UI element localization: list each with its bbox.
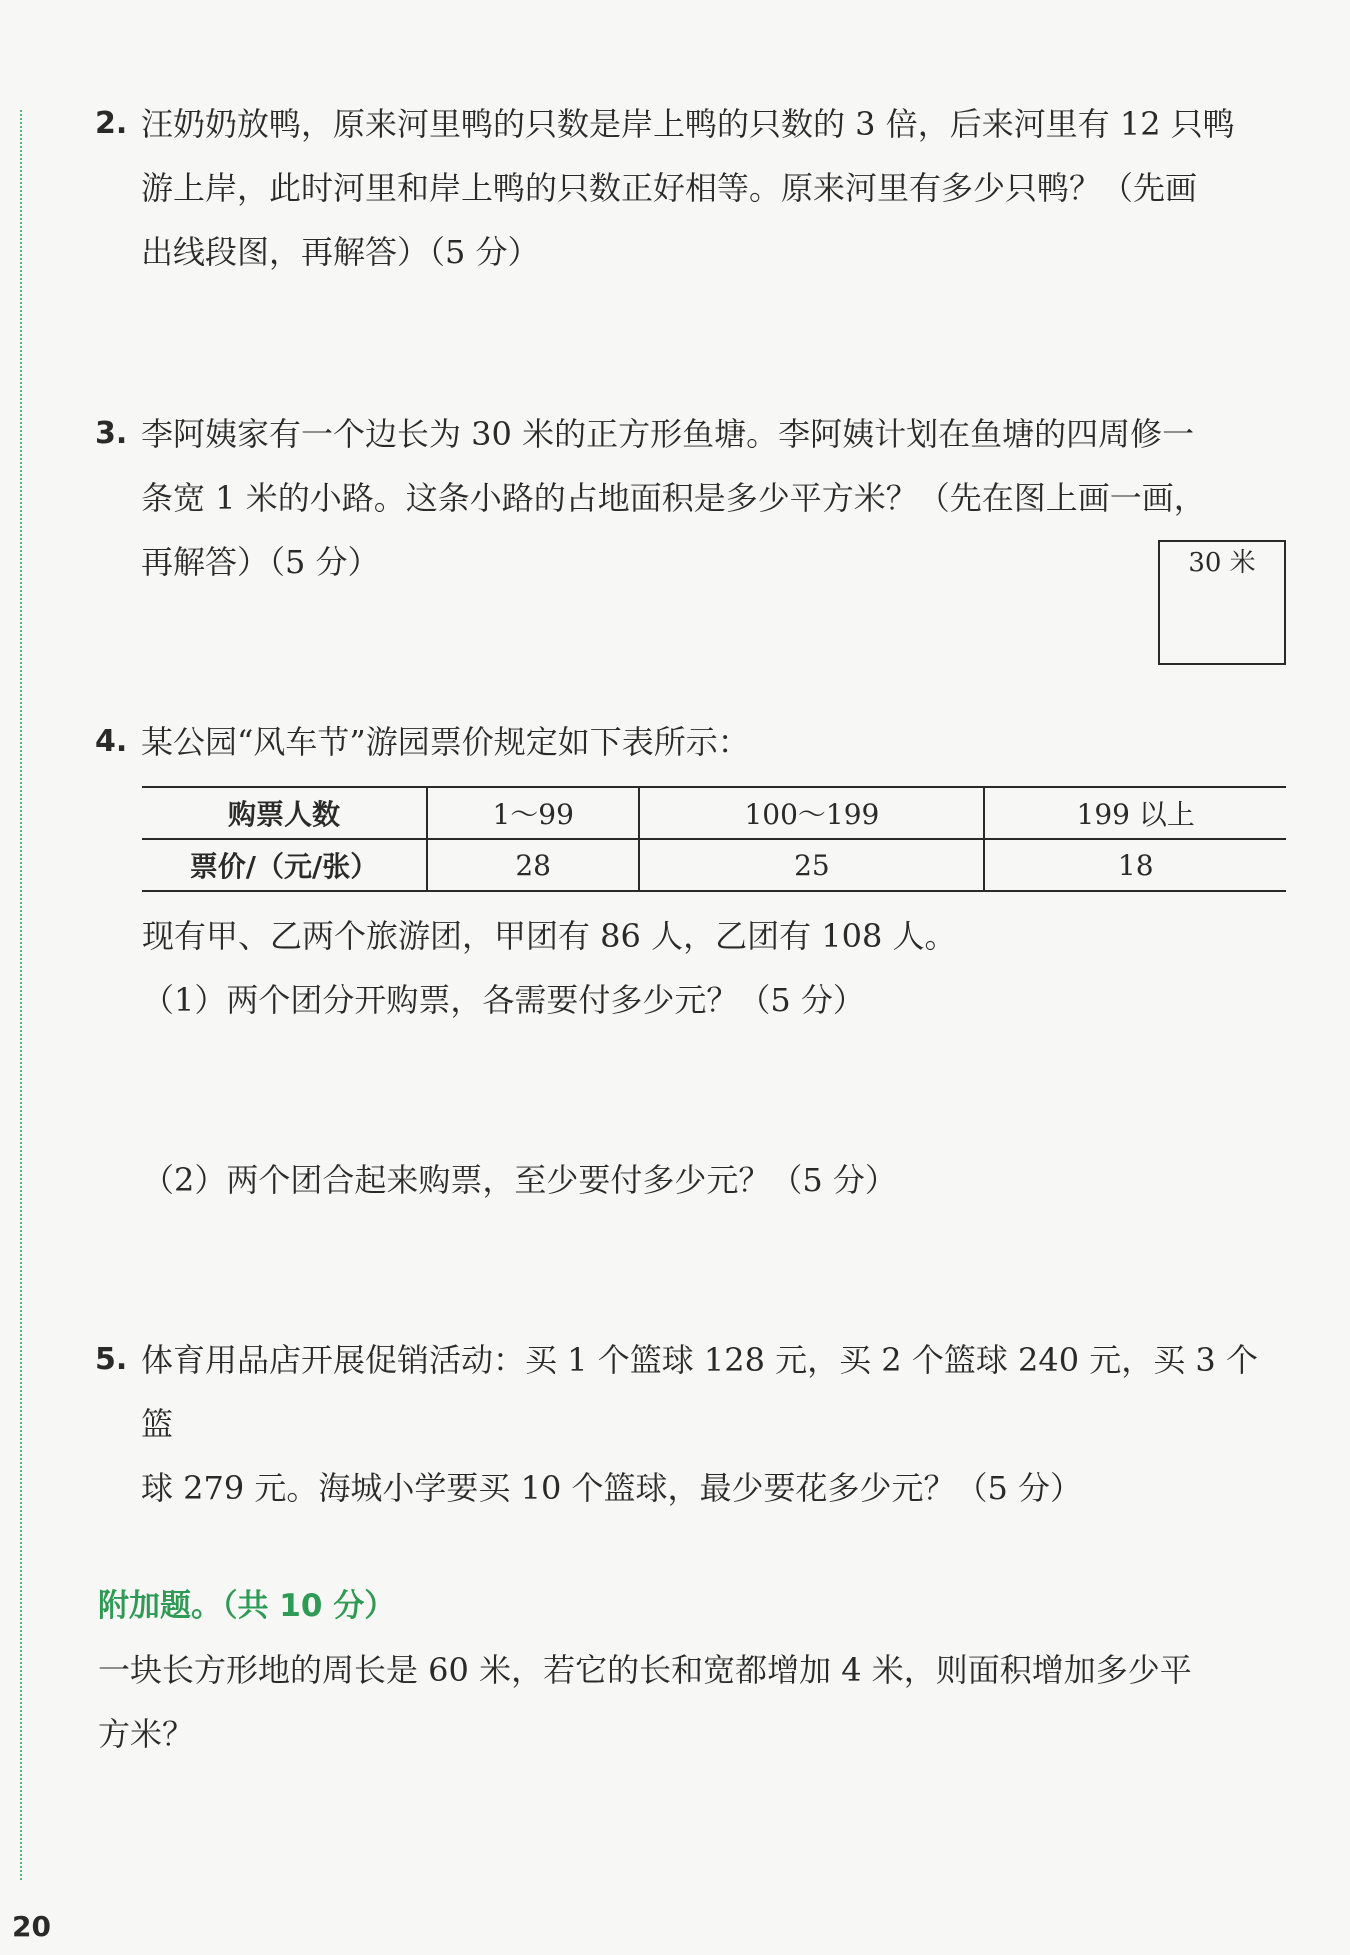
problem-3 bbox=[95, 402, 1285, 594]
problem-text-line: 条宽 1 米的小路。这条小路的占地面积是多少平方米？（先在图上画一画， bbox=[141, 479, 1206, 517]
problem-text-line: 游上岸，此时河里和岸上鸭的只数正好相等。原来河里有多少只鸭？（先画 bbox=[141, 169, 1198, 207]
problem-5 bbox=[95, 1328, 1285, 1520]
table-cell: 25 bbox=[639, 839, 984, 891]
problem-text-line: 体育用品店开展促销活动：买 1 个篮球 128 元，买 2 个篮球 240 元，买 3 个篮 bbox=[141, 1341, 1258, 1443]
bonus-question bbox=[98, 1638, 1293, 1766]
table-row bbox=[142, 787, 1286, 839]
problem-number: 5. bbox=[95, 1342, 128, 1377]
page-number: 20 bbox=[12, 1910, 51, 1943]
problem-4-context: 现有甲、乙两个旅游团，甲团有 86 人，乙团有 108 人。 bbox=[142, 917, 957, 955]
bonus-text-line: 一块长方形地的周长是 60 米，若它的长和宽都增加 4 米，则面积增加多少平 bbox=[98, 1651, 1192, 1689]
problem-number: 4. bbox=[95, 724, 128, 759]
table-cell: 1～99 bbox=[427, 787, 639, 839]
margin-guide-line bbox=[20, 110, 22, 1880]
table-row bbox=[142, 839, 1286, 891]
ticket-price-table bbox=[142, 786, 1286, 892]
problem-text-line: 李阿姨家有一个边长为 30 米的正方形鱼塘。李阿姨计划在鱼塘的四周修一 bbox=[141, 415, 1195, 453]
sub-question-1: （1）两个团分开购票，各需要付多少元？（5 分） bbox=[142, 981, 865, 1019]
table-cell: 28 bbox=[427, 839, 639, 891]
table-cell: 100～199 bbox=[639, 787, 984, 839]
table-cell: 199 以上 bbox=[984, 787, 1286, 839]
problem-2 bbox=[95, 92, 1285, 284]
bonus-text-line: 方米？ bbox=[98, 1715, 195, 1753]
problem-text-line: 汪奶奶放鸭，原来河里鸭的只数是岸上鸭的只数的 3 倍，后来河里有 12 只鸭 bbox=[141, 105, 1235, 143]
table-cell: 18 bbox=[984, 839, 1286, 891]
figure-side-label: 30 米 bbox=[1188, 548, 1256, 578]
problem-text-line: 某公园“风车节”游园票价规定如下表所示： bbox=[141, 723, 750, 761]
problem-text-line: 出线段图，再解答）（5 分） bbox=[141, 233, 540, 271]
sub-question-2: （2）两个团合起来购票，至少要付多少元？（5 分） bbox=[142, 1161, 897, 1199]
problem-number: 3. bbox=[95, 416, 128, 451]
table-cell: 购票人数 bbox=[142, 787, 427, 839]
problem-text-line: 再解答）（5 分） bbox=[141, 543, 380, 581]
bonus-title: 附加题。（共 10 分） bbox=[98, 1588, 396, 1624]
problem-4 bbox=[95, 710, 1285, 774]
table-cell: 票价/（元/张） bbox=[142, 839, 427, 891]
problem-text-line: 球 279 元。海城小学要买 10 个篮球，最少要花多少元？（5 分） bbox=[141, 1469, 1083, 1507]
square-pond-figure bbox=[1158, 540, 1286, 665]
problem-number: 2. bbox=[95, 106, 128, 141]
